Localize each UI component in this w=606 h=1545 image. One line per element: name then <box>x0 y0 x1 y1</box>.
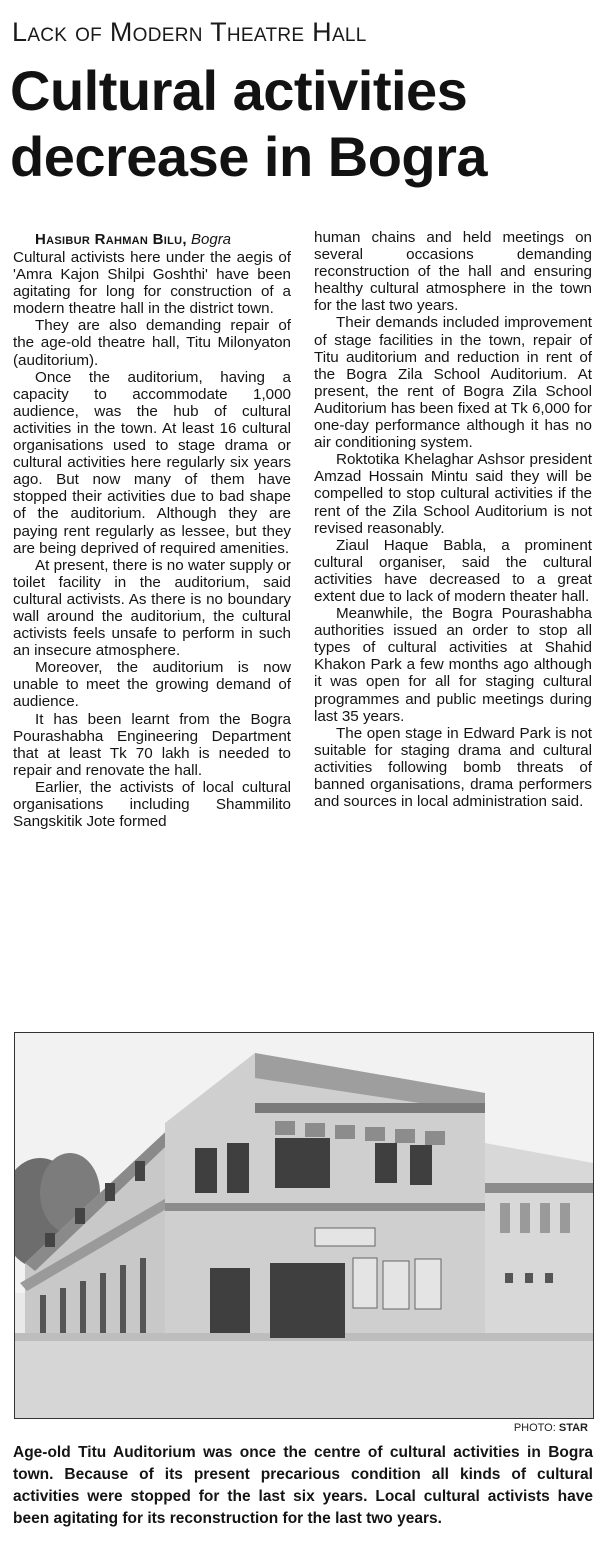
paragraph: They are also demanding repair of the age-old theatre hall, Titu Milonyaton (auditorium). <box>13 317 291 369</box>
building-illustration <box>15 1033 593 1418</box>
paragraph: Their demands included improvement of stage facilities in the town, repair of Titu auditorium and reduction in rent of the Bogra Zila School Auditorium. At present, the rent of Bogra Zila School Auditorium has been fixed at Tk 6,000 for one-day performance although it has no air conditioning system. <box>314 314 592 452</box>
paragraph: human chains and held meetings on several occasions demanding reconstruction of the hall and ensuring healthy cultural atmosphere in the town for the last two years. <box>314 229 592 315</box>
article-column-left <box>13 231 291 830</box>
paragraph: At present, there is no water supply or toilet facility in the auditorium, said cultural activists. As there is no boundary wall around the auditorium, the cultural activists feels unsafe to perform in such an insecure atmosphere. <box>13 556 291 660</box>
paragraph: The open stage in Edward Park is not suitable for staging drama and cultural activities following bomb threats of banned organisations, drama performers and sources in local administration said. <box>314 724 592 811</box>
article-column-right <box>314 229 592 810</box>
byline-name: Hasibur Rahman Bilu, <box>35 231 187 248</box>
photo-credit <box>514 1422 588 1434</box>
paragraph: Once the auditorium, having a capacity to accommodate 1,000 audience, was the hub of cultural activities in the town. At least 16 cultural organisations used to stage drama or cultural activities here regularly six years ago. But now many of them have stopped their activities due to bad shape of the auditorium. Although they are paying rent regularly as lessee, but they are being deprived of required amenities. <box>13 368 291 557</box>
headline: Cultural activities decrease in Bogra <box>10 59 488 188</box>
paragraph: It has been learnt from the Bogra Pourashabha Engineering Department that at least Tk 70 lakh is needed to repair and renovate the hall. <box>13 710 291 779</box>
photo-caption: Age-old Titu Auditorium was once the centre of cultural activities in Bogra town. Because of its present precarious condition all kinds of cultural activities were stopped for the last six years. Local cultural activists have been agitating for its reconstruction for the last two years. <box>13 1444 593 1527</box>
paragraph: Cultural activists here under the aegis of 'Amra Kajon Shilpi Goshthi' have been agitating for long for construction of a modern theatre hall in the district town. <box>13 249 291 318</box>
byline-place: Bogra <box>191 231 232 248</box>
paragraph: Meanwhile, the Bogra Pourashabha authorities issued an order to stop all types of cultural activities at Shahid Khakon Park a few months ago although it was open for all for staging cultural programmes and public meetings during last 35 years. <box>314 605 592 725</box>
photo-credit-label: PHOTO: <box>513 1422 556 1434</box>
newspaper-clipping <box>2 2 602 1541</box>
paragraph: Ziaul Haque Babla, a prominent cultural organiser, said the cultural activities have decreased to a great extent due to lack of modern theater hall. <box>314 536 592 605</box>
paragraph: Roktotika Khelaghar Ashsor president Amzad Hossain Mintu said they will be compelled to stop cultural activities if the rent of the Zila School Auditorium is not revised reasonably. <box>314 451 592 537</box>
paragraph: Earlier, the activists of local cultural organisations including Shammilito Sangskitik Jote formed <box>13 778 291 831</box>
kicker: Lack of Modern Theatre Hall <box>12 17 367 47</box>
byline <box>13 231 291 249</box>
photo-credit-source: STAR <box>558 1422 588 1434</box>
paragraph: Moreover, the auditorium is now unable to meet the growing demand of audience. <box>13 659 291 711</box>
auditorium-photo <box>14 1032 594 1419</box>
